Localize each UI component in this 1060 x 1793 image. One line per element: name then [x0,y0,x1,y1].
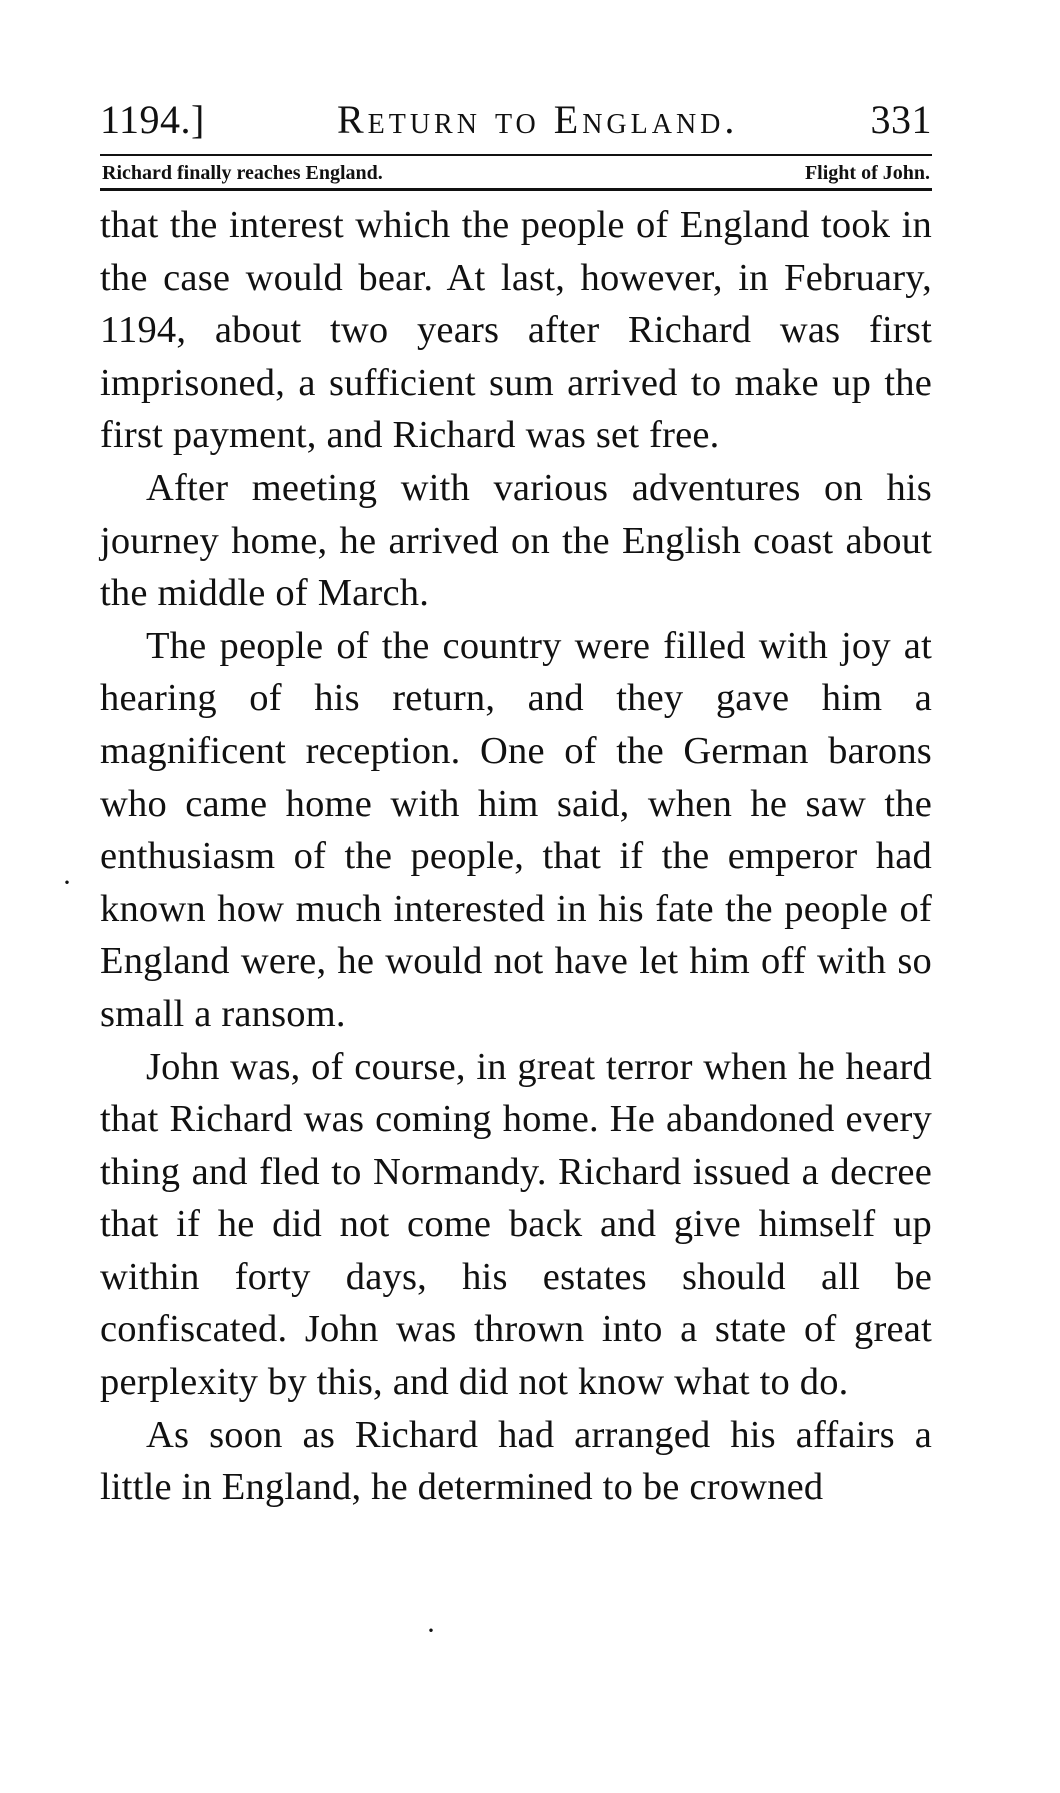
page-number: 331 [870,97,932,142]
running-head [100,96,932,144]
paragraph-2: After meeting with various adventures on his journey home, he arrived on the English coast about the middle of March. [100,466,932,615]
subheader-left: Richard finally reaches England. [102,162,383,184]
margin-dot: · [62,866,72,899]
paragraph-5: As soon as Richard had arranged his affairs a little in England, he determined to be crowned [100,1413,932,1509]
paragraph-1: that the interest which the people of England took in the case would bear. At last, however, in February, 1194, about two years after Richard was first imprisoned, a sufficient sum arrived to make up the first payment, and Richard was set free. [100,204,932,457]
paragraph-3: The people of the country were filled with joy at hearing of his return, and they gave him a magnificent reception. One of the German barons who came home with him said, when he saw the enthusiasm of the people, that if the emperor had known how much interested in his fate the people of England were, he would not have let him off with so small a ransom. [100,624,932,1035]
header-rule-bottom [100,188,932,191]
footer-dot: · [426,1614,436,1647]
book-page [100,96,932,1514]
paragraph-4: John was, of course, in great terror when he heard that Richard was coming home. He abandoned every thing and fled to Normandy. Richard issued a decree that if he did not come back and give himself up within forty days, his estates should all be confiscated. John was thrown into a state of great perplexity by this, and did not know what to do. [100,1045,932,1404]
subheader [100,156,932,188]
subheader-right: Flight of John. [804,162,930,184]
body-text [100,199,932,1514]
header-year: 1194.] [100,97,205,142]
header-title: Return to England. [336,97,739,142]
